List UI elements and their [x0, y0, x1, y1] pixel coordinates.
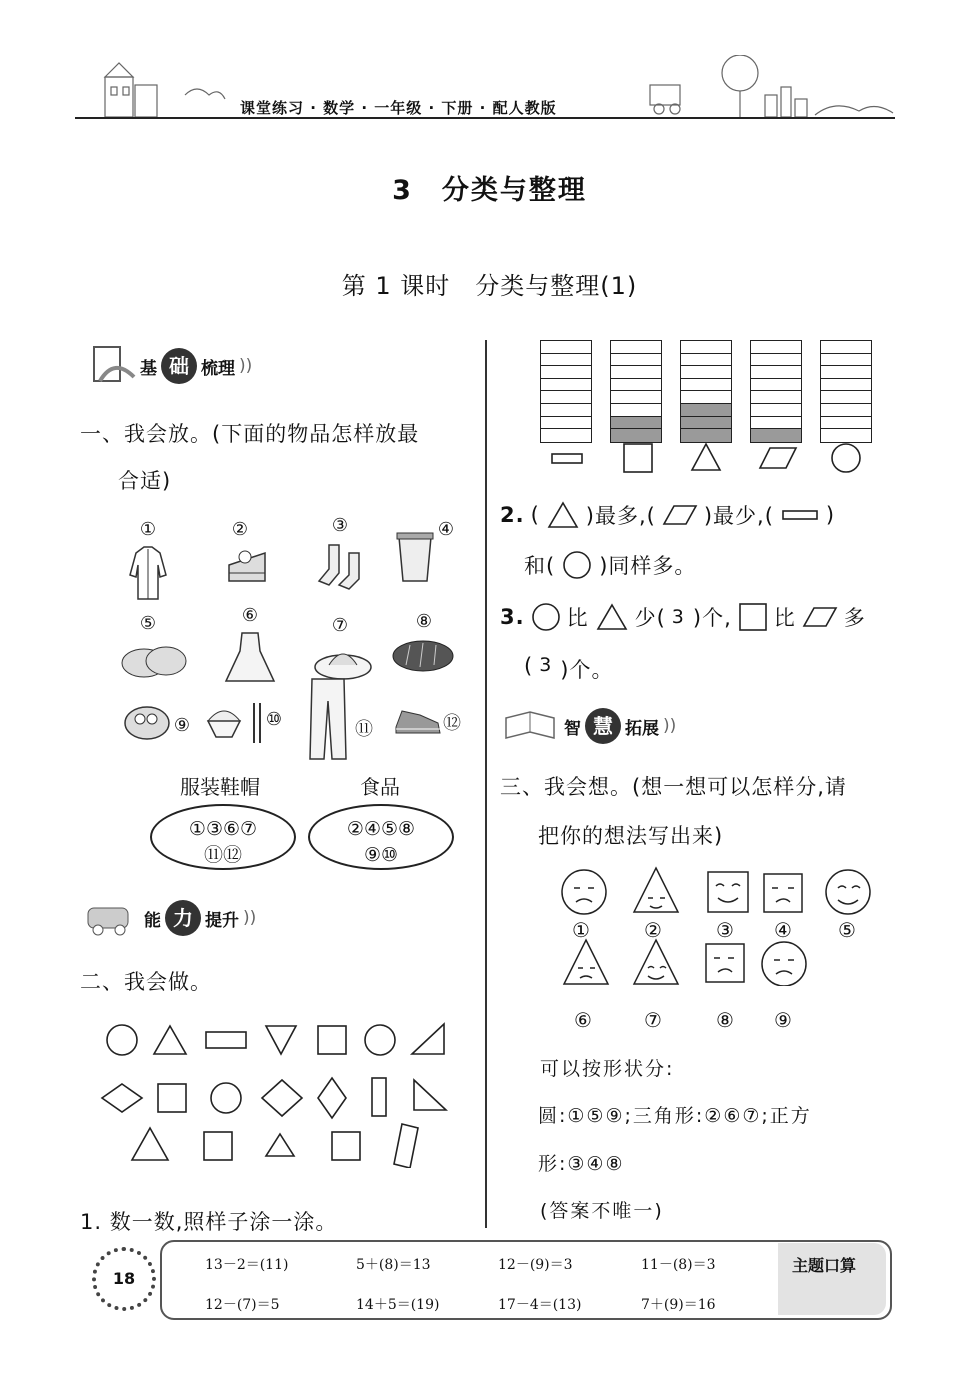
shape-square: [204, 1132, 232, 1160]
group-food-line2: ⑨⑩: [363, 844, 399, 866]
mental-math-tag-text: 主题口算: [792, 1256, 857, 1275]
q3-text7: )个。: [560, 658, 614, 682]
shape-rectangle: [394, 1124, 418, 1168]
q3-text5: 多: [843, 606, 866, 630]
q2-number: 2.: [500, 503, 525, 527]
bar-cell: [541, 366, 591, 379]
shape-parallelogram: [262, 1080, 302, 1116]
shape-triangle: [154, 1026, 186, 1054]
mental-math-tag: [778, 1243, 886, 1315]
q3-text3: )个,: [692, 606, 732, 630]
bar-cell: [611, 391, 661, 404]
section-badge-basics: [90, 343, 252, 389]
face-9-circle: [762, 942, 806, 986]
q2-line1: [500, 500, 835, 530]
bar-cell: [751, 391, 801, 404]
car-icon: [82, 898, 140, 938]
q3-text6: (: [524, 654, 534, 678]
triangle-icon: [595, 602, 629, 632]
q2-text6: )同样多。: [599, 554, 697, 578]
question-2: 二、我会做。: [80, 970, 212, 994]
bar-cell: [821, 379, 871, 392]
item-12-label: ⑫: [443, 713, 461, 734]
calc-1-4: 11－(8)＝3: [641, 1257, 716, 1273]
bar-cell: [751, 417, 801, 430]
shape-triangle: [132, 1128, 168, 1160]
circle-icon: [531, 602, 561, 632]
face-6-label: ⑥: [574, 1008, 592, 1032]
face-7-triangle: [634, 940, 678, 984]
bread-icon: [390, 637, 456, 675]
bar-cell: [681, 391, 731, 404]
face-4-square: [764, 874, 802, 912]
shape-triangle: [414, 1080, 446, 1110]
shape-triangle: [412, 1024, 444, 1054]
bar-cell: [821, 391, 871, 404]
bar-cell: [541, 391, 591, 404]
face-3-label: ③: [716, 918, 734, 942]
q2-line2: [524, 550, 696, 580]
answer-rectangle: [780, 507, 820, 523]
count-bar-square: [610, 340, 662, 443]
bar-cell: [821, 366, 871, 379]
q3-answer1: 3: [671, 606, 687, 628]
face-4-label: ④: [774, 918, 792, 942]
face-1-label: ①: [572, 918, 590, 942]
q2-text4: ): [825, 503, 836, 527]
bar-cell: [541, 379, 591, 392]
face-5-circle: [826, 870, 870, 914]
count-bar-rectangle: [540, 340, 592, 443]
answer-line1: 可以按形状分:: [540, 1058, 675, 1080]
badge-char-3: 提升: [205, 910, 239, 931]
group-clothes-line1: ①③⑥⑦: [188, 818, 258, 840]
q2-text3: )最少,(: [703, 504, 774, 528]
item-5-label: ⑤: [139, 613, 157, 634]
badge-char-1: 基: [140, 358, 157, 379]
face-1-circle: [562, 870, 606, 914]
face-2-label: ②: [644, 918, 662, 942]
label-square: [624, 444, 652, 472]
group-clothes-line2: ⑪⑫: [203, 844, 242, 866]
juice-cup-icon: [395, 531, 435, 583]
bar-cell: [751, 379, 801, 392]
count-bar-circle: [820, 340, 872, 443]
face-5-label: ⑤: [838, 918, 856, 942]
bar-cell: [681, 379, 731, 392]
item-7-label: ⑦: [331, 615, 349, 636]
bar-cell: [611, 366, 661, 379]
lesson-title: 第 1 课时 分类与整理(1): [341, 272, 638, 300]
group-food-label: 食品: [360, 775, 400, 799]
hat-icon: [313, 641, 373, 681]
q3-answer2: 3: [539, 654, 555, 676]
header-series-text: 课堂练习 · 数学 · 一年级 · 下册 · 配人教版: [240, 99, 557, 117]
item-3-label: ③: [331, 515, 349, 536]
bar-cell: [681, 417, 731, 430]
bar-cell: [821, 417, 871, 430]
badge-arcs: )): [243, 908, 257, 928]
open-book-icon: [502, 704, 560, 748]
bar-cell: [751, 341, 801, 354]
badge-char-2: 力: [165, 900, 201, 936]
badge-char-1: 能: [144, 910, 161, 931]
shape-square: [158, 1084, 186, 1112]
face-6-triangle: [564, 940, 608, 984]
item-1-label: ①: [139, 519, 157, 540]
bar-cell: [821, 341, 871, 354]
bar-cell: [751, 354, 801, 367]
bar-cell: [611, 417, 661, 430]
badge-arcs: )): [239, 356, 253, 376]
group-food-oval: [308, 804, 454, 870]
bar-cell: [751, 404, 801, 417]
face-3-square: [708, 872, 748, 912]
unit-title: 3 分类与整理: [392, 175, 587, 206]
answer-line4: (答案不唯一): [540, 1200, 664, 1222]
face-8-label: ⑧: [716, 1008, 734, 1032]
section-badge-wisdom: [502, 704, 676, 748]
item-9-label: ⑨: [173, 715, 191, 736]
label-rectangle: [552, 454, 582, 463]
square-icon: [738, 602, 768, 632]
face-7-label: ⑦: [644, 1008, 662, 1032]
shape-circle: [211, 1083, 241, 1113]
item-2-label: ②: [231, 519, 249, 540]
q3-line1: [500, 602, 866, 632]
section-badge-ability: [82, 898, 256, 938]
calc-2-2: 14＋5＝(19): [356, 1297, 440, 1313]
question-1-cont: 合适): [118, 469, 172, 493]
shape-triangle: [266, 1134, 294, 1156]
shape-square: [318, 1026, 346, 1054]
bar-cell: [681, 341, 731, 354]
socks-icon: [315, 541, 377, 591]
label-triangle: [692, 444, 720, 470]
calc-2-4: 7＋(9)＝16: [641, 1297, 716, 1313]
shirt-icon: [128, 545, 168, 601]
q2-text1: (: [530, 503, 540, 527]
face-8-square: [706, 944, 744, 982]
shape-parallelogram: [102, 1084, 142, 1112]
count-bar-triangle: [680, 340, 732, 443]
q3-line2: [524, 654, 614, 684]
face-2-triangle: [634, 868, 678, 912]
bar-cell: [611, 354, 661, 367]
shape-parallelogram: [318, 1078, 346, 1118]
count-bar-parallelogram: [750, 340, 802, 443]
book-icon: [90, 343, 136, 389]
rice-bowl-icon: [204, 705, 244, 741]
bar-cell: [541, 404, 591, 417]
group-clothes-oval: [150, 804, 296, 870]
answer-parallelogram: [662, 503, 698, 527]
bar-cell: [541, 417, 591, 430]
item-6-label: ⑥: [241, 605, 259, 626]
badge-char-2: 慧: [585, 708, 621, 744]
bar-cell: [541, 341, 591, 354]
q2-text5: 和(: [524, 554, 556, 578]
calc-1-1: 13－2＝(11): [205, 1257, 289, 1273]
badge-char-2: 础: [161, 348, 197, 384]
q2-text2: )最多,(: [585, 504, 656, 528]
dress-icon: [224, 631, 276, 685]
bar-cell: [751, 366, 801, 379]
page-number: 18: [92, 1247, 156, 1311]
shape-triangle: [266, 1026, 296, 1054]
buns-icon: [120, 641, 190, 679]
shape-square: [332, 1132, 360, 1160]
shape-circle: [107, 1025, 137, 1055]
bar-cell: [611, 341, 661, 354]
group-food-line1: ②④⑤⑧: [346, 818, 416, 840]
bar-cell: [611, 404, 661, 417]
question-3-cont: 把你的想法写出来): [538, 824, 724, 848]
items-grid: [110, 515, 480, 770]
column-divider: [485, 340, 487, 1228]
question-3: 三、我会想。(想一想可以怎样分,请: [500, 775, 847, 799]
badge-char-3: 拓展: [625, 718, 659, 739]
badge-char-3: 梳理: [201, 358, 235, 379]
item-4-label: ④: [437, 519, 455, 540]
shape-rectangle: [372, 1078, 386, 1116]
label-parallelogram: [760, 448, 796, 468]
badge-arcs: )): [663, 716, 677, 736]
q3-text1: 比: [566, 606, 589, 630]
answer-line3: 形:③④⑧: [538, 1153, 625, 1175]
bar-cell: [611, 379, 661, 392]
q3-number: 3.: [500, 605, 525, 629]
group-clothes-label: 服装鞋帽: [180, 775, 260, 799]
answer-line2: 圆:①⑤⑨;三角形:②⑥⑦;正方: [538, 1105, 812, 1127]
shape-circle: [365, 1025, 395, 1055]
bar-cell: [681, 354, 731, 367]
bar-cell: [821, 354, 871, 367]
calc-1-2: 5＋(8)＝13: [356, 1257, 431, 1273]
q3-text4: 比: [773, 606, 796, 630]
calc-2-3: 17－4＝(13): [498, 1297, 582, 1313]
bar-cell: [821, 404, 871, 417]
bar-cell: [681, 404, 731, 417]
item-10-label: ⑩: [265, 709, 283, 730]
shapes-grid: [96, 1018, 456, 1168]
cake-icon: [225, 543, 271, 587]
bar-cell: [681, 366, 731, 379]
face-9-label: ⑨: [774, 1008, 792, 1032]
label-circle: [832, 444, 860, 472]
badge-char-1: 智: [564, 718, 581, 739]
bar-shape-labels: [540, 440, 880, 476]
q3-text2: 少(: [634, 606, 666, 630]
calc-1-3: 12－(9)＝3: [498, 1257, 573, 1273]
calc-2-1: 12－(7)＝5: [205, 1297, 280, 1313]
parallelogram-icon: [802, 605, 838, 629]
bar-cell: [541, 354, 591, 367]
question-1: 一、我会放。(下面的物品怎样放最: [80, 422, 420, 446]
shape-rectangle: [206, 1032, 246, 1048]
question-2-sub1: 1. 数一数,照样子涂一涂。: [80, 1210, 338, 1234]
item-11-label: ⑪: [355, 719, 373, 740]
item-8-label: ⑧: [415, 611, 433, 632]
answer-triangle: [546, 500, 580, 530]
answer-circle: [561, 550, 593, 580]
